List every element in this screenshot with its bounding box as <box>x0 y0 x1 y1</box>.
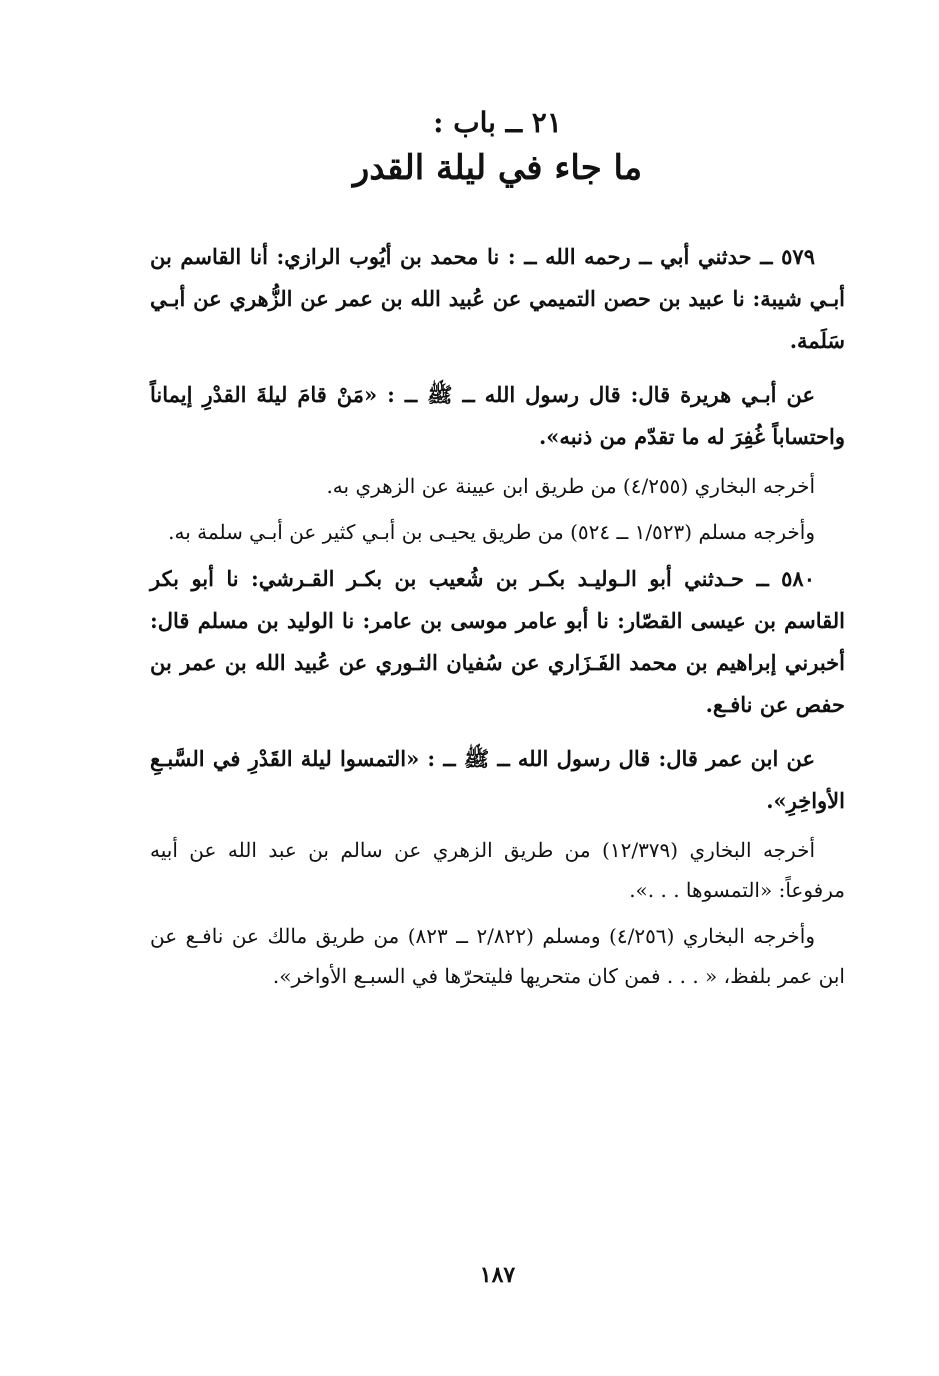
hadith-579-takhrij-2: وأخرجه مسلم (١/٥٢٣ ــ ٥٢٤) من طريق يحيـى بن أبـي كثير عن أبـي سلمة به. <box>168 520 815 544</box>
chapter-title: ما جاء في ليلة القدر <box>352 148 643 188</box>
hadith-580-isnad <box>150 558 845 726</box>
page-number: ١٨٧ <box>479 1262 516 1288</box>
hadith-580-isnad-text: حـدثني أبو الـوليـد بكـر بن شُعيب بن بكـر القـرشي: نا أبو بكر القاسم بن عيسى القصّار: نا أبو عامر موسى بن عامر: نا الوليد بن مسلم قال: أخبرني إبراهيم بن محمد الفَـزَاري عن سُفيان الثـوري عن عُبيد الله بن عمر بن حفص عن نافـع. <box>150 566 845 717</box>
hadith-579-number: ٥٧٩ ــ <box>760 244 815 269</box>
hadith-579-takhrij-1: أخرجه البخاري (٤/٢٥٥) من طريق ابن عيينة عن الزهري به. <box>326 474 815 498</box>
page-body <box>150 236 845 1002</box>
book-page <box>150 0 845 1376</box>
hadith-580-takhrij-1: أخرجه البخاري (١٢/٣٧٩) من طريق الزهري عن سالم بن عبد الله عن أبيه مرفوعاً: «التمسوها . . .». <box>150 838 845 902</box>
hadith-579-isnad <box>150 236 845 362</box>
hadith-579-matn: عن أبـي هريرة قال: قال رسول الله ــ ﷺ ــ : «مَنْ قامَ ليلةَ القدْرِ إيماناً واحتساباً غُفِرَ له ما تقدّم من ذنبه». <box>150 382 845 449</box>
hadith-579-isnad-text: حدثني أبي ــ رحمه الله ــ : نا محمد بن أيُوب الرازي: أنا القاسم بن أبـي شيبة: نا عبيد بن حصن التميمي عن عُبيد الله بن عمر عن الزُّهري عن أبـي سَلَمة. <box>150 244 845 353</box>
hadith-580-number: ٥٨٠ ــ <box>756 566 815 591</box>
chapter-number: ٢١ ــ باب : <box>433 106 562 139</box>
hadith-580-takhrij-2: وأخرجه البخاري (٤/٢٥٦) ومسلم (٢/٨٢٢ ــ ٨٢٣) من طريق مالك عن نافـع عن ابن عمر بلفظ، « . . . فمن كان متحريها فليتحرّها في السبـع الأواخر». <box>150 924 845 988</box>
hadith-580-matn: عن ابن عمر قال: قال رسول الله ــ ﷺ ــ : «التمسوا ليلة القَدْرِ في السَّبـعِ الأواخِرِ». <box>150 746 845 813</box>
